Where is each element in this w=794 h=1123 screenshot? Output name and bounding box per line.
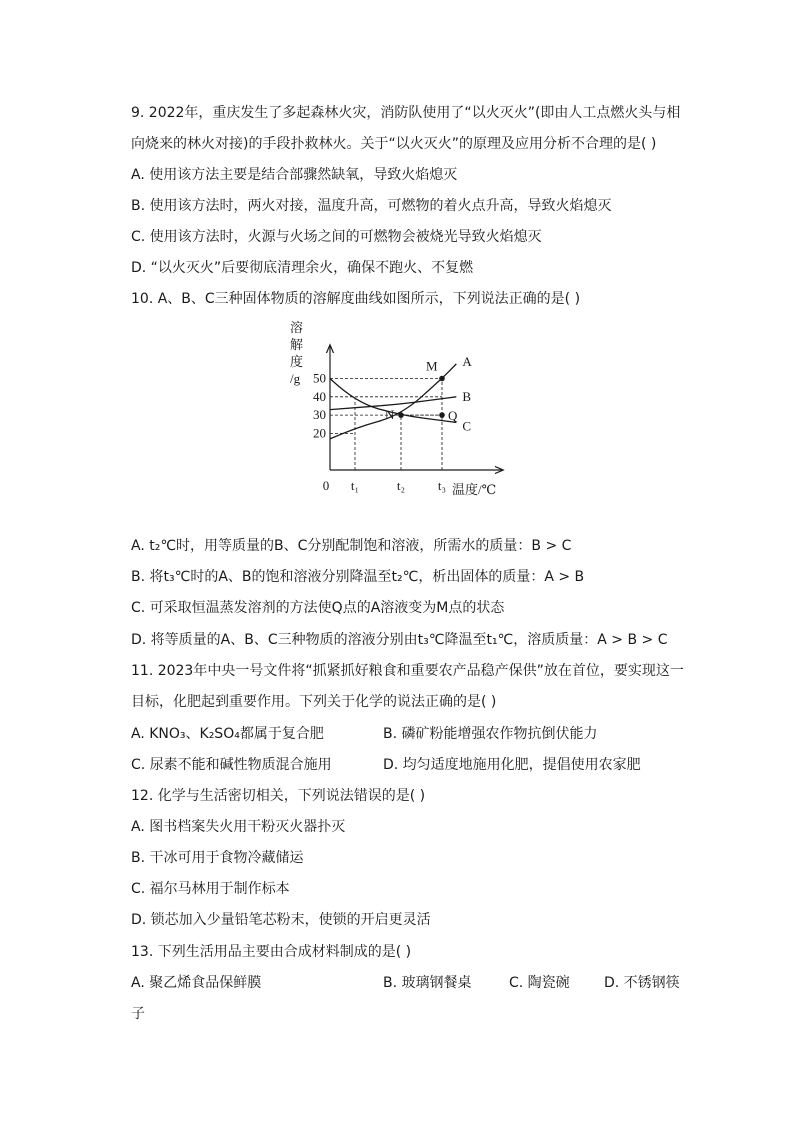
q9-stem-line2: 向烧来的林火对接)的手段扑救林火。关于“以火灭火”的原理及应用分析不合理的是( ) [131,136,657,152]
point-label-M: M [426,358,438,374]
q13-option-c: C. 陶瓷碗 [509,975,570,991]
point-M [439,376,445,382]
q11-option-d: D. 均匀适度地施用化肥，提倡使用农家肥 [383,757,641,773]
q10-stem: 10. A、B、C三种固体物质的溶解度曲线如图所示，下列说法正确的是( ) [131,291,581,307]
y-axis-label-char: 溶 [290,320,304,335]
q12-option-b: B. 干冰可用于食物冷藏储运 [131,850,304,866]
y-axis-label-char: 解 [290,337,304,352]
q11-stem-line1: 11. 2023年中央一号文件将“抓紧抓好粮食和重要农产品稳产保供”放在首位，要实现这一 [131,663,684,679]
q9-option-a: A. 使用该方法主要是结合部骤然缺氧，导致火焰熄灭 [131,167,458,183]
q9-option-b: B. 使用该方法时，两火对接，温度升高，可燃物的着火点升高，导致火焰熄灭 [131,198,612,214]
solubility-chart [280,318,520,508]
y-tick-label: 40 [313,388,326,404]
series-label-A: A [462,353,472,369]
y-tick-label: 20 [313,425,326,441]
q13-option-a: A. 聚乙烯食品保鲜膜 [131,975,262,991]
series-label-C: C [462,418,472,434]
q10-option-d: D. 将等质量的A、B、C三种物质的溶液分别由t₃℃降温至t₁℃，溶质质量：A > B > C [131,632,668,648]
q12-stem: 12. 化学与生活密切相关，下列说法错误的是( ) [131,788,426,804]
y-tick-label: 30 [313,407,326,423]
q13-option-d-wrap: 子 [131,1006,145,1022]
q9-option-d: D. “以火灭火”后要彻底清理余火，确保不跑火、不复燃 [131,260,474,276]
q9-option-c: C. 使用该方法时，火源与火场之间的可燃物会被烧光导致火焰熄灭 [131,229,542,245]
q12-option-a: A. 图书档案失火用干粉灭火器扑灭 [131,819,346,835]
point-Q [439,412,445,418]
origin-label: 0 [322,478,330,493]
q13-stem: 13. 下列生活用品主要由合成材料制成的是( ) [131,944,412,960]
y-axis-label-char: 度 [290,354,304,369]
q10-option-c: C. 可采取恒温蒸发溶剂的方法使Q点的A溶液变为M点的状态 [131,600,505,616]
y-axis-label-char: /g [290,371,301,386]
curve-A [330,364,456,439]
q11-option-a: A. KNO₃、K₂SO₄都属于复合肥 [131,726,324,742]
x-tick-label: t₂ [396,478,406,493]
q11-option-c: C. 尿素不能和碱性物质混合施用 [131,757,332,773]
q13-option-d: D. 不锈钢筷 [604,975,680,991]
x-tick-label: t₃ [437,478,447,493]
q12-option-d: D. 锁芯加入少量铅笔芯粉末，使锁的开启更灵活 [131,912,431,928]
q10-option-a: A. t₂℃时，用等质量的B、C分别配制饱和溶液，所需水的质量：B > C [131,538,572,554]
y-tick-label: 50 [313,370,326,386]
x-axis-label: 温度/℃ [452,482,497,497]
q11-stem-line2: 目标，化肥起到重要作用。下列关于化学的说法正确的是( ) [131,694,497,710]
x-tick-label: t₁ [350,478,360,493]
q9-stem-line1: 9. 2022年，重庆发生了多起森林火灾，消防队使用了“以火灭火”(即由人工点燃火头与相 [131,105,681,121]
series-label-B: B [462,388,472,404]
q12-option-c: C. 福尔马林用于制作标本 [131,881,290,897]
point-label-N: N [385,407,395,423]
q11-option-b: B. 磷矿粉能增强农作物抗倒伏能力 [383,726,598,742]
chart-curves [330,364,456,439]
point-N [398,412,404,418]
q10-option-b: B. 将t₃℃时的A、B的饱和溶液分别降温至t₂℃，析出固体的质量：A > B [131,569,585,585]
point-label-Q: Q [448,408,458,424]
q13-option-b: B. 玻璃钢餐桌 [383,975,472,991]
